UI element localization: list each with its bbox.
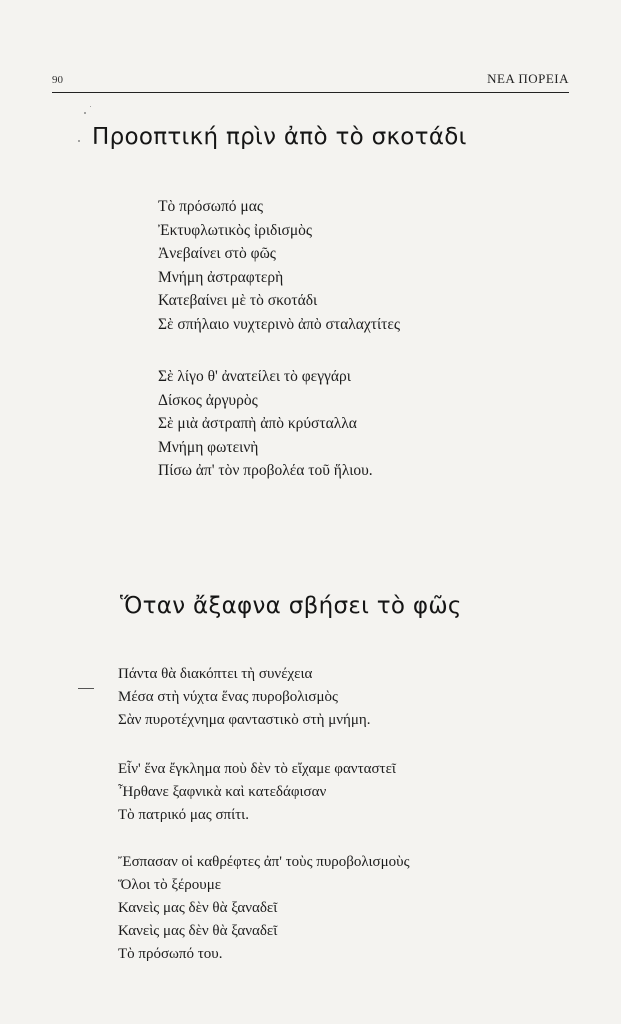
verse-line: Σὲ σπήλαιο νυχτερινὸ ἀπὸ σταλαχτίτες [158,315,401,333]
verse-line: Μνήμη φωτεινὴ [158,438,259,456]
verse-line: Κανεὶς μας δὲν θὰ ξαναδεῖ [118,923,278,939]
poem-title: Ὅταν ἄξαφνα σβήσει τὸ φῶς [120,593,462,619]
paper-speck [78,140,80,142]
paper-speck [84,112,86,114]
verse-line: Κατεβαίνει μὲ τὸ σκοτάδι [158,292,318,309]
verse-line: Κανεὶς μας δὲν θὰ ξαναδεῖ [118,900,278,916]
verse-line: Πάντα θὰ διακόπτει τὴ συνέχεια [118,666,313,682]
poem-stanza [158,365,373,483]
verse-line: Ἦρθανε ξαφνικὰ καὶ κατεδάφισαν [118,784,327,800]
paper-speck [90,106,91,107]
verse-line: Εἶν' ἕνα ἔγκλημα ποὺ δὲν τὸ εἴχαμε φανταστεῖ [118,761,396,777]
poem-stanza [118,851,410,966]
verse-line: Μέσα στὴ νύχτα ἕνας πυροβολισμὸς [118,689,338,705]
verse-line: Ἀνεβαίνει στὸ φῶς [158,245,276,262]
verse-line: Τὸ πατρικό μας σπίτι. [118,807,249,823]
verse-line: Ἐκτυφλωτικὸς ἰριδισμὸς [158,221,313,239]
running-header: ΝΕΑ ΠΟΡΕΙΑ [487,71,569,86]
verse-line: Σὲ μιὰ ἀστραπὴ ἀπὸ κρύσταλλα [158,415,357,432]
poem-stanza [118,663,371,732]
page-number: 90 [52,74,63,86]
poem-stanza [118,758,396,827]
verse-line: Μνήμη ἀστραφτερὴ [158,268,284,286]
header-rule [52,92,569,93]
margin-mark [78,688,94,689]
verse-line: Τὸ πρόσωπό μας [158,198,263,215]
verse-line: Τὸ πρόσωπό του. [118,946,223,962]
verse-line: Σὰν πυροτέχνημα φανταστικὸ στὴ μνήμη. [118,712,371,728]
verse-line: Σὲ λίγο θ' ἀνατείλει τὸ φεγγάρι [158,368,351,385]
verse-line: Ἔσπασαν οἱ καθρέφτες ἀπ' τοὺς πυροβολισμοὺς [118,854,410,870]
verse-line: Πίσω ἀπ' τὸν προβολέα τοῦ ἥλιου. [158,462,373,479]
poem-stanza [158,195,400,336]
verse-line: Δίσκος ἀργυρὸς [158,391,258,409]
poem-title: Προοπτική πρὶν ἀπὸ τὸ σκοτάδι [92,124,467,150]
verse-line: Ὅλοι τὸ ξέρουμε [118,877,222,893]
